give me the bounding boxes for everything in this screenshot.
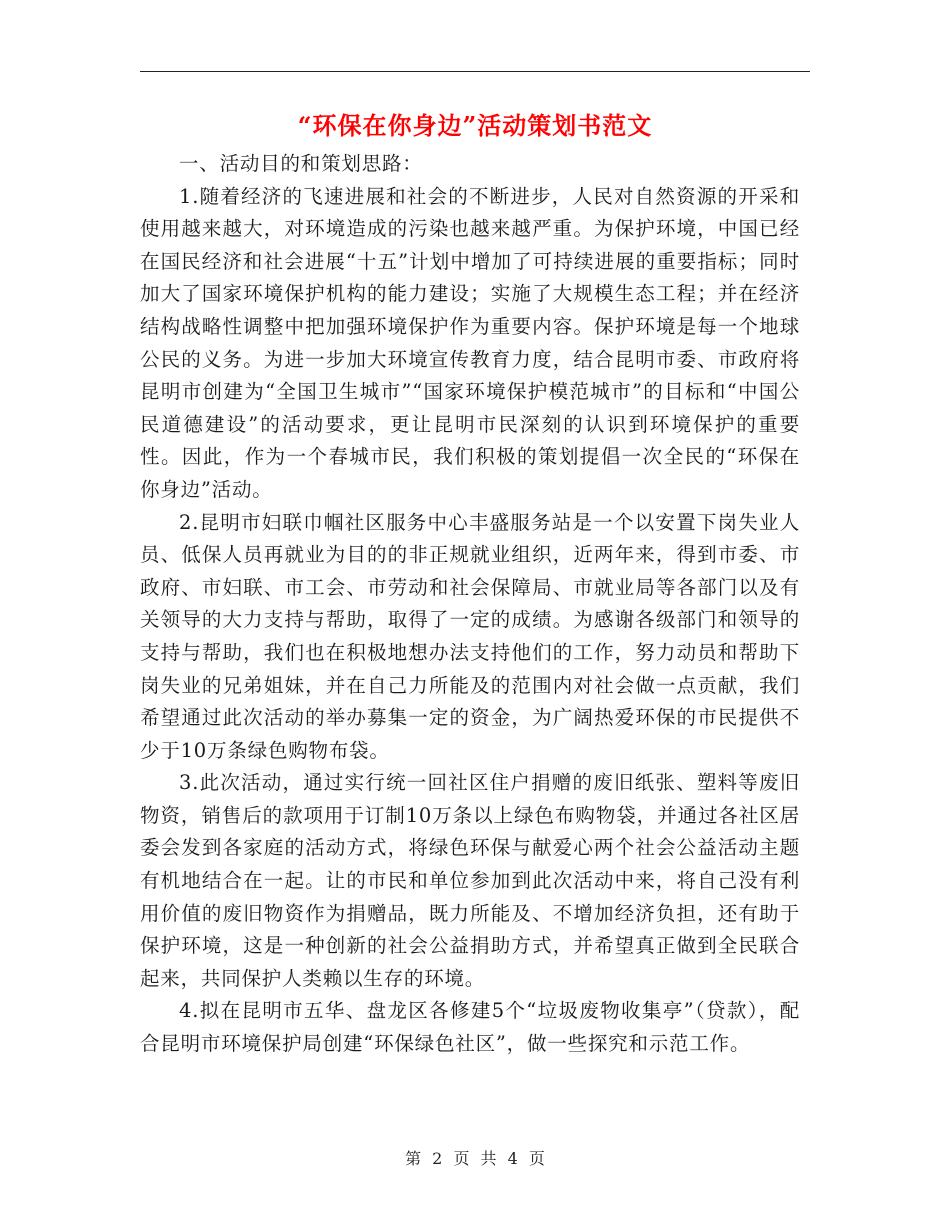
page-number: 第 2 页 共 4 页 (405, 1149, 545, 1168)
paragraph-2: 2.昆明市妇联巾帼社区服务中心丰盛服务站是一个以安置下岗失业人员、低保人员再就业为目的的非正规就业组织，近两年来，得到市委、市政府、市妇联、市工会、市劳动和社会保障局、市就业局等各部门以及有关领导的大力支持与帮助，取得了一定的成绩。为感谢各级部门和领导的支持与帮助，我们也在积极地想办法支持他们的工作，努力动员和帮助下岗失业的兄弟姐妹，并在自己力所能及的范围内对社会做一点贡献，我们希望通过此次活动的举办募集一定的资金，为广阔热爱环保的市民提供不少于10万条绿色购物布袋。 (140, 510, 800, 762)
document-body (140, 148, 800, 1061)
paragraph-3: 3.此次活动，通过实行统一回社区住户捐赠的废旧纸张、塑料等废旧物资，销售后的款项用于订制10万条以上绿色布购物袋，并通过各社区居委会发到各家庭的活动方式，将绿色环保与献爱心两个社会公益活动主题有机地结合在一起。让的市民和单位参加到此次活动中来，将自己没有利用价值的废旧物资作为捐赠品，既力所能及、不增加经济负担，还有助于保护环境，这是一种创新的社会公益捐助方式，并希望真正做到全民联合起来，共同保护人类赖以生存的环境。 (140, 771, 800, 990)
section-heading: 一、活动目的和策划思路： (179, 152, 423, 175)
paragraph-1: 1.随着经济的飞速进展和社会的不断进步，人民对自然资源的开采和使用越来越大，对环境造成的污染也越来越严重。为保护环境，中国已经在国民经济和社会进展“十五”计划中增加了可持续进展的重要指标；同时加大了国家环境保护机构的能力建设；实施了大规模生态工程；并在经济结构战略性调整中把加强环境保护作为重要内容。保护环境是每一个地球公民的义务。为进一步加大环境宣传教育力度，结合昆明市委、市政府将昆明市创建为“全国卫生城市”“国家环境保护模范城市”的目标和“中国公民道德建设”的活动要求，更让昆明市民深刻的认识到环境保护的重要性。因此，作为一个春城市民，我们积极的策划提倡一次全民的“环保在你身边”活动。 (140, 184, 800, 501)
document-title: “环保在你身边”活动策划书范文 (297, 111, 653, 140)
paragraph-4: 4.拟在昆明市五华、盘龙区各修建5个“垃圾废物收集亭”（贷款），配合昆明市环境保护局创建“环保绿色社区”，做一些探究和示范工作。 (140, 999, 800, 1056)
header-rule (140, 71, 810, 72)
